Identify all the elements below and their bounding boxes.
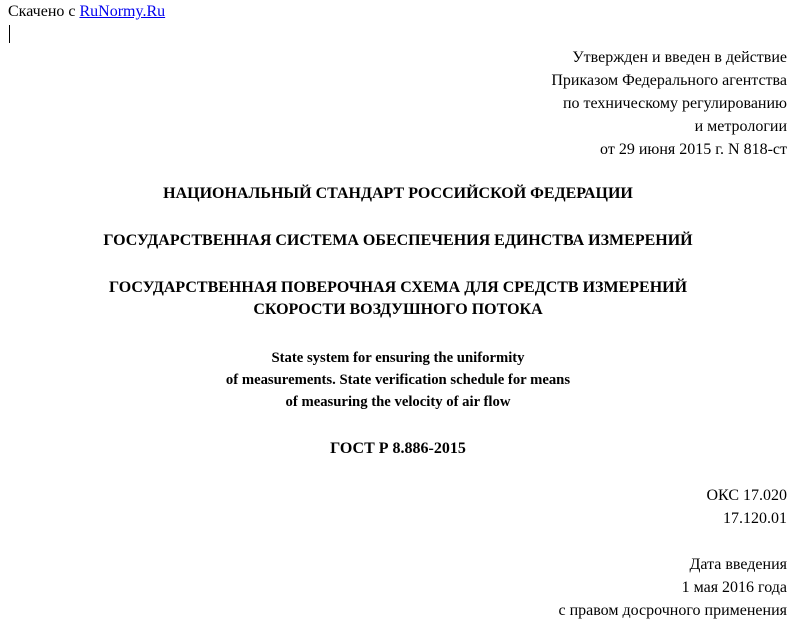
source-line bbox=[8, 2, 165, 21]
national-standard-title: НАЦИОНАЛЬНЫЙ СТАНДАРТ РОССИЙСКОЙ ФЕДЕРАЦИИ bbox=[163, 185, 633, 202]
okc-line: 17.120.01 bbox=[723, 510, 787, 527]
approval-line: Утвержден и введен в действие bbox=[572, 49, 787, 66]
approval-line: Приказом Федерального агентства bbox=[551, 72, 787, 89]
intro-date-line: с правом досрочного применения bbox=[558, 602, 787, 619]
source-link[interactable]: RuNormy.Ru bbox=[79, 3, 166, 20]
english-title-line: of measurements. State verification schedule for means bbox=[225, 372, 571, 388]
source-prefix: Скачено с bbox=[8, 3, 80, 20]
approval-line: от 29 июня 2015 г. N 818-ст bbox=[600, 141, 787, 158]
approval-block bbox=[551, 46, 787, 161]
intro-date-line: 1 мая 2016 года bbox=[681, 579, 787, 596]
text-cursor bbox=[9, 25, 10, 43]
scheme-title-line: ГОСУДАРСТВЕННАЯ ПОВЕРОЧНАЯ СХЕМА ДЛЯ СРЕДСТВ ИЗМЕРЕНИЙ bbox=[108, 279, 688, 296]
intro-date-line: Дата введения bbox=[689, 556, 787, 573]
scheme-title bbox=[0, 277, 790, 321]
gost-number: ГОСТ Р 8.886-2015 bbox=[330, 440, 466, 457]
english-title bbox=[0, 347, 790, 413]
intro-date-block bbox=[558, 553, 787, 622]
english-title-line: State system for ensuring the uniformity bbox=[271, 350, 525, 366]
scheme-title-line: СКОРОСТИ ВОЗДУШНОГО ПОТОКА bbox=[253, 301, 543, 318]
approval-line: и метрологии bbox=[694, 118, 787, 135]
approval-line: по техническому регулированию bbox=[562, 95, 787, 112]
okc-line: ОКС 17.020 bbox=[706, 487, 787, 504]
system-title: ГОСУДАРСТВЕННАЯ СИСТЕМА ОБЕСПЕЧЕНИЯ ЕДИНСТВА ИЗМЕРЕНИЙ bbox=[103, 232, 693, 249]
okc-block bbox=[707, 484, 788, 530]
english-title-line: of measuring the velocity of air flow bbox=[285, 394, 511, 410]
